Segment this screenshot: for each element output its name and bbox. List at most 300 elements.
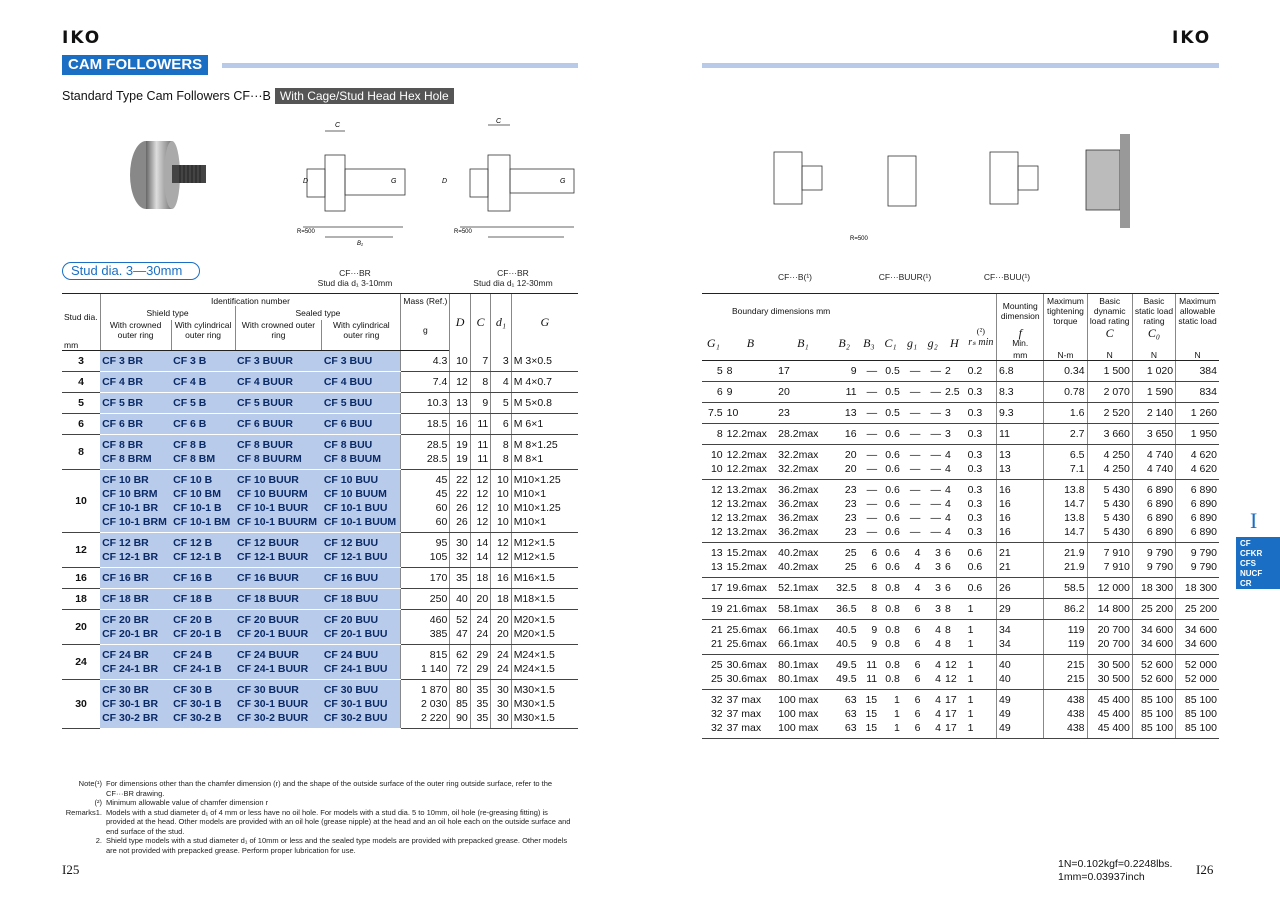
hdr-n1: N — [1106, 350, 1113, 360]
right-table-row — [702, 497, 1219, 511]
spec-value: — — [930, 498, 941, 510]
spec-value: 40.2max — [776, 560, 830, 578]
ident-number: CF 10 BM — [171, 487, 235, 501]
ident-number: CF 10-1 BUUR — [235, 501, 322, 515]
ident-number: CF 10-1 BRM — [100, 515, 171, 533]
dimension-value: 7 — [470, 351, 490, 372]
spec-value: — — [866, 512, 878, 524]
dimension-value: 12 — [470, 470, 490, 488]
spec-value: 21 — [997, 560, 1044, 578]
spec-value: 12 — [710, 512, 723, 524]
ident-number: CF 24 BUU — [322, 645, 401, 663]
thread-size: M24×1.5 — [511, 662, 578, 680]
left-table-row — [62, 414, 578, 435]
spec-value: 4 740 — [1132, 445, 1175, 463]
spec-value: 15.2max — [725, 560, 777, 578]
side-tab-item[interactable]: CF — [1240, 539, 1251, 548]
spec-value: 16 — [830, 424, 859, 445]
spec-value: 2.5 — [943, 382, 966, 403]
ident-number: CF 10 BUU — [322, 470, 401, 488]
spec-value: — — [859, 361, 880, 382]
left-table-row — [62, 589, 578, 610]
spec-value: 2 070 — [1087, 382, 1132, 403]
r500c-label: R=500 — [850, 236, 868, 242]
spec-value: 4 — [902, 560, 923, 578]
hdr-C: C — [476, 315, 485, 330]
spec-value: 16 — [997, 525, 1044, 543]
thread-size: M 8×1 — [511, 452, 578, 470]
spec-value: 438 — [1044, 690, 1087, 708]
spec-value: — — [922, 403, 943, 424]
stud-dia-cell: 24 — [62, 645, 100, 680]
spec-value: 3 — [922, 578, 943, 599]
spec-value: 19.6max — [725, 578, 777, 599]
spec-value: 58.1max — [776, 599, 830, 620]
spec-value: 20 700 — [1087, 620, 1132, 638]
spec-value: 58.5 — [1044, 578, 1087, 599]
spec-value: 36.2max — [778, 512, 819, 524]
dimension-value: 30 — [491, 680, 511, 698]
spec-value: 4 — [943, 525, 966, 543]
right-table-row — [702, 525, 1219, 543]
ident-number: CF 20 BUUR — [235, 610, 322, 628]
spec-value: 8 — [702, 424, 725, 445]
right-table-row — [702, 543, 1219, 561]
spec-value: 6 — [914, 624, 921, 636]
dimension-value: 24 — [491, 662, 511, 680]
dimension-value: 1 870 — [401, 680, 450, 698]
dimension-value: 10 — [491, 470, 511, 488]
conversion-1: 1N=0.102kgf=0.2248lbs. — [1058, 858, 1173, 870]
hdr-crowned2: With crowned outer ring — [241, 320, 316, 340]
dimension-value: 40 — [450, 589, 470, 610]
right-table-row — [702, 480, 1219, 498]
spec-value: 66.1max — [778, 624, 819, 636]
stud-dia-cell: 10 — [62, 470, 100, 533]
dimension-value: 14 — [470, 533, 490, 551]
spec-value: 49 — [997, 690, 1044, 708]
ident-number: CF 18 BUU — [322, 589, 401, 610]
dimension-value: 250 — [401, 589, 450, 610]
spec-value: 8.3 — [997, 382, 1044, 403]
hdr-mm: mm — [64, 340, 79, 350]
spec-value: 3 650 — [1132, 424, 1175, 445]
spec-value: 52 000 — [1176, 672, 1219, 690]
ident-number: CF 12-1 BUUR — [235, 550, 322, 568]
spec-value: 4 — [945, 484, 951, 496]
note-item — [62, 836, 578, 855]
hdr-crowned1: With crowned outer ring — [109, 320, 162, 340]
spec-value: 0.6 — [879, 525, 902, 543]
side-tab-item[interactable]: CFKR — [1240, 549, 1263, 558]
spec-value: 17 — [943, 721, 966, 739]
dimension-value: 95 — [401, 533, 450, 551]
spec-value: 6 — [914, 708, 921, 720]
caption-buur1: CF···BUUR(¹) — [878, 272, 932, 282]
dimension-value: 12 — [450, 372, 470, 393]
dimension-value: 35 — [450, 568, 470, 589]
ident-number: CF 20 BR — [100, 610, 171, 628]
spec-value: 6 — [945, 547, 951, 559]
right-table-row — [702, 578, 1219, 599]
dimension-value: 11 — [470, 452, 490, 470]
spec-value: 23 — [844, 512, 857, 524]
drawing-br-large — [440, 117, 580, 247]
spec-value: 1 020 — [1132, 361, 1175, 382]
spec-value: 4 — [945, 449, 951, 461]
left-table-row — [62, 372, 578, 393]
left-table-row — [62, 452, 578, 470]
spec-value: — — [922, 424, 943, 445]
spec-value: 3 660 — [1087, 424, 1132, 445]
spec-value: 0.6 — [879, 560, 902, 578]
svg-text:D: D — [442, 178, 448, 185]
spec-value: 1 — [967, 708, 974, 720]
left-table-row — [62, 568, 578, 589]
spec-value: 6 — [943, 560, 966, 578]
spec-value: 0.8 — [885, 624, 900, 636]
ident-number: CF 20-1 B — [171, 627, 235, 645]
hdr-dyn: Basic dynamic load rating — [1089, 296, 1130, 326]
note-item — [62, 779, 578, 798]
dimension-value: 19 — [450, 452, 470, 470]
spec-value: 23 — [776, 403, 830, 424]
spec-value: 1 — [966, 672, 997, 690]
header-rule-left — [222, 63, 578, 68]
dimension-value: 28.5 — [401, 452, 450, 470]
ident-number: CF 8 B — [171, 435, 235, 453]
spec-value: 17 — [702, 578, 725, 599]
right-table-row — [702, 620, 1219, 638]
ident-number: CF 12-1 B — [171, 550, 235, 568]
dimension-value: 10 — [491, 501, 511, 515]
ident-number: CF 30 BUU — [322, 680, 401, 698]
spec-value: 85 100 — [1132, 721, 1175, 739]
dimension-value: 35 — [470, 680, 490, 698]
dimension-value: 19 — [450, 435, 470, 453]
r500b-label: R=500 — [454, 229, 472, 235]
spec-value: 6.8 — [997, 361, 1044, 382]
hdr-G: G — [540, 315, 550, 330]
spec-value: 0.3 — [967, 484, 983, 496]
hdr-n3: N — [1194, 350, 1201, 360]
spec-value: 20 700 — [1087, 637, 1132, 655]
caption-buu1: CF···BUU(¹) — [983, 272, 1031, 282]
left-table-row — [62, 697, 578, 711]
spec-value: 32 — [710, 708, 723, 720]
spec-value: 0.3 — [966, 403, 997, 424]
thread-size: M12×1.5 — [511, 550, 578, 568]
spec-value: 9 — [830, 361, 859, 382]
spec-value: 18 300 — [1132, 578, 1175, 599]
spec-value: 215 — [1044, 672, 1087, 690]
spec-value: 23 — [844, 498, 857, 510]
spec-value: 6 890 — [1132, 497, 1175, 511]
spec-value: — — [930, 449, 941, 461]
ident-number: CF 30-2 B — [171, 711, 235, 729]
spec-value: — — [866, 449, 878, 461]
ident-number: CF 30-1 B — [171, 697, 235, 711]
ident-number: CF 24-1 B — [171, 662, 235, 680]
hdr-g2: g₂ — [927, 336, 938, 350]
ident-number: CF 24 BUUR — [235, 645, 322, 663]
ident-number: CF 6 BUUR — [235, 414, 322, 435]
thread-size: M10×1.25 — [511, 470, 578, 488]
dimension-value: 18.5 — [401, 414, 450, 435]
dimension-value: 18 — [470, 568, 490, 589]
spec-value: 11 — [859, 672, 880, 690]
spec-value: 5 430 — [1087, 511, 1132, 525]
section-title: CAM FOLLOWERS — [62, 55, 208, 75]
spec-value: 0.78 — [1044, 382, 1087, 403]
ident-number: CF 20-1 BR — [100, 627, 171, 645]
dimension-value: 30 — [450, 533, 470, 551]
dimension-value: 20 — [470, 589, 490, 610]
hdr-g1: g₁ — [907, 336, 918, 350]
page-number-left: I25 — [62, 862, 80, 877]
dimension-value: 30 — [491, 697, 511, 711]
spec-value: 6 890 — [1176, 525, 1219, 543]
hdr-stat: Basic static load rating — [1134, 296, 1174, 326]
left-table-row — [62, 470, 578, 488]
ident-number: CF 12-1 BR — [100, 550, 171, 568]
spec-value: 6 890 — [1132, 511, 1175, 525]
dimension-value: 12 — [470, 515, 490, 533]
thread-size: M30×1.5 — [511, 680, 578, 698]
spec-value: 0.6 — [879, 424, 902, 445]
dimension-value: 8 — [470, 372, 490, 393]
ident-number: CF 16 BR — [100, 568, 171, 589]
spec-value: 0.3 — [966, 424, 997, 445]
spec-value: 25 — [844, 547, 857, 559]
spec-value: 49 — [997, 707, 1044, 721]
right-table-row — [702, 655, 1219, 673]
hdr-allow: Maximum allowable static load — [1178, 296, 1217, 326]
stud-dia-cell: 16 — [62, 568, 100, 589]
spec-value: 1 950 — [1176, 424, 1219, 445]
ident-number: CF 10-1 BM — [171, 515, 235, 533]
hdr-fmin: Min. — [1012, 338, 1029, 348]
drawing-right-variants — [750, 120, 1130, 245]
side-roman: I — [1250, 508, 1258, 533]
ident-number: CF 8 BUUM — [322, 452, 401, 470]
spec-value: 0.6 — [885, 449, 900, 461]
note-text: Shield type models with a stud diameter d₁ of 10mm or less and the sealed type models are provided with prepacked grease. Other models are not provided with prepacked grease. Perform proper lubrication for use. — [106, 836, 568, 855]
spec-value: 3 — [922, 599, 943, 620]
spec-value: 6 — [871, 547, 878, 559]
ident-number: CF 10 BR — [100, 470, 171, 488]
spec-value: 4 — [935, 624, 941, 636]
ident-number: CF 30-2 BR — [100, 711, 171, 729]
ident-number: CF 20 BUU — [322, 610, 401, 628]
spec-value: 6 — [914, 694, 921, 706]
spec-value: — — [866, 498, 878, 510]
caption-b1: CF···B(¹) — [778, 272, 812, 282]
thread-size: M 5×0.8 — [511, 393, 578, 414]
dimension-value: 13 — [450, 393, 470, 414]
spec-value: 6 — [943, 578, 966, 599]
hdr-torque: Maximum tightening torque — [1047, 296, 1084, 326]
spec-value: 0.3 — [967, 512, 983, 524]
spec-value: 30 500 — [1087, 655, 1132, 673]
spec-value: 49.5 — [830, 672, 859, 690]
spec-value: 86.2 — [1044, 599, 1087, 620]
dimension-value: 45 — [401, 487, 450, 501]
spec-value: 5 430 — [1087, 480, 1132, 498]
spec-value: 85 100 — [1176, 721, 1219, 739]
dimension-value: 72 — [450, 662, 470, 680]
spec-value: 13.2max — [725, 525, 777, 543]
spec-value: 1 — [967, 624, 974, 636]
spec-value: 6.5 — [1044, 445, 1087, 463]
spec-value: 13.2max — [726, 498, 767, 510]
spec-value: 30.6max — [725, 672, 777, 690]
spec-value: 14.7 — [1044, 497, 1087, 511]
dimension-value: 29 — [470, 645, 490, 663]
spec-value: 25.6max — [725, 637, 777, 655]
dimension-value: 14 — [470, 550, 490, 568]
dimension-value: 12 — [470, 501, 490, 515]
ident-number: CF 20-1 BUU — [322, 627, 401, 645]
spec-value: 21 — [997, 543, 1044, 561]
spec-value: 34 600 — [1132, 620, 1175, 638]
side-tab-item[interactable]: CFS — [1240, 559, 1256, 568]
spec-value: — — [922, 525, 943, 543]
cam-follower-photo — [118, 135, 210, 217]
spec-value: 6 890 — [1176, 480, 1219, 498]
dimension-value: 16 — [491, 568, 511, 589]
spec-value: 45 400 — [1087, 690, 1132, 708]
spec-value: 15 — [865, 694, 878, 706]
dimension-value: 11 — [470, 435, 490, 453]
ident-number: CF 30-1 BUU — [322, 697, 401, 711]
spec-value: 0.6 — [885, 484, 900, 496]
spec-value: — — [930, 484, 941, 496]
stud-dia-cell: 30 — [62, 680, 100, 729]
spec-value: 19 — [702, 599, 725, 620]
spec-value: 15 — [865, 708, 878, 720]
dimension-value: 62 — [450, 645, 470, 663]
ident-number: CF 10-1 BR — [100, 501, 171, 515]
note-key: 2. — [95, 836, 102, 845]
thread-size: M24×1.5 — [511, 645, 578, 663]
thread-size: M18×1.5 — [511, 589, 578, 610]
left-table-row — [62, 533, 578, 551]
spec-value: 34 600 — [1176, 620, 1219, 638]
thread-size: M 8×1.25 — [511, 435, 578, 453]
thread-size: M20×1.5 — [511, 627, 578, 645]
right-table-row — [702, 672, 1219, 690]
hdr-f: f — [1018, 326, 1022, 340]
spec-value: 12.2max — [726, 449, 767, 461]
spec-value: 3 — [922, 560, 943, 578]
hdr-dynsym: C — [1105, 326, 1114, 340]
dimension-value: 11 — [470, 414, 490, 435]
spec-value: 6 — [902, 721, 923, 739]
right-table-row — [702, 690, 1219, 708]
spec-value: 6 — [902, 637, 923, 655]
spec-value: 0.3 — [966, 525, 997, 543]
spec-value: 9.3 — [997, 403, 1044, 424]
spec-value: 4 620 — [1176, 462, 1219, 480]
ident-number: CF 30-2 BUUR — [235, 711, 322, 729]
ident-number: CF 18 B — [171, 589, 235, 610]
dimension-value: 8 — [491, 452, 511, 470]
spec-value: 0.8 — [879, 578, 902, 599]
left-table-row — [62, 393, 578, 414]
spec-value: 63 — [844, 708, 857, 720]
spec-value: — — [866, 484, 878, 496]
caption-br-small: CF···BR Stud dia d₁ 3-10mm — [317, 268, 393, 288]
spec-value: 100 max — [778, 708, 819, 720]
ident-number: CF 18 BR — [100, 589, 171, 610]
ident-number: CF 8 BRM — [100, 452, 171, 470]
spec-value: — — [902, 525, 923, 543]
hdr-mm-r: mm — [1013, 350, 1028, 360]
left-spec-table — [62, 293, 578, 729]
spec-value: — — [922, 361, 943, 382]
hdr-B2: B₂ — [838, 336, 850, 350]
spec-value: — — [909, 449, 921, 461]
spec-value: 80.1max — [778, 659, 819, 671]
spec-value: 1 — [879, 721, 902, 739]
subtitle-tag: With Cage/Stud Head Hex Hole — [275, 88, 454, 104]
spec-value: 17 — [945, 694, 957, 706]
ident-number: CF 10-1 BUURM — [235, 515, 322, 533]
spec-value: 10 — [725, 403, 777, 424]
ident-number: CF 10 B — [171, 470, 235, 488]
hdr-boundary: Boundary dimensions mm — [732, 306, 831, 316]
spec-value: 7 910 — [1087, 560, 1132, 578]
side-tab-item[interactable]: CR — [1240, 579, 1252, 588]
spec-value: 36.5 — [830, 599, 859, 620]
ident-number: CF 8 BR — [100, 435, 171, 453]
ident-number: CF 5 B — [171, 393, 235, 414]
spec-value: 2 140 — [1132, 403, 1175, 424]
dimension-value: 20 — [491, 610, 511, 628]
subtitle-main: Standard Type Cam Followers CF···B — [62, 89, 271, 103]
spec-value: 100 max — [778, 694, 819, 706]
left-table-row — [62, 501, 578, 515]
spec-value: 34 600 — [1132, 637, 1175, 655]
spec-value: 438 — [1044, 721, 1087, 739]
unit-conversion — [1058, 858, 1172, 884]
dimension-value: 16 — [450, 414, 470, 435]
dimension-value: 32 — [450, 550, 470, 568]
dimension-value: 80 — [450, 680, 470, 698]
spec-value: 34 — [997, 637, 1044, 655]
ident-number: CF 12 BR — [100, 533, 171, 551]
ident-number: CF 3 BUUR — [235, 351, 322, 372]
spec-value: 37 max — [726, 708, 762, 720]
ident-number: CF 10 BUUM — [322, 487, 401, 501]
spec-value: 6 — [902, 599, 923, 620]
spec-value: 1 — [967, 694, 974, 706]
spec-value: 32.2max — [776, 462, 830, 480]
spec-value: 9 790 — [1176, 543, 1219, 561]
spec-value: 1 — [967, 659, 974, 671]
left-table-row — [62, 351, 578, 372]
right-table-row — [702, 382, 1219, 403]
ident-number: CF 3 BR — [100, 351, 171, 372]
spec-value: 36.2max — [778, 484, 819, 496]
ident-number: CF 30-2 BUU — [322, 711, 401, 729]
dimension-value: 5 — [491, 393, 511, 414]
dimension-value: 30 — [491, 711, 511, 729]
hdr-rs: rₛ min — [968, 337, 994, 348]
spec-value: 0.2 — [966, 361, 997, 382]
side-tab-item[interactable]: NUCF — [1240, 569, 1263, 578]
